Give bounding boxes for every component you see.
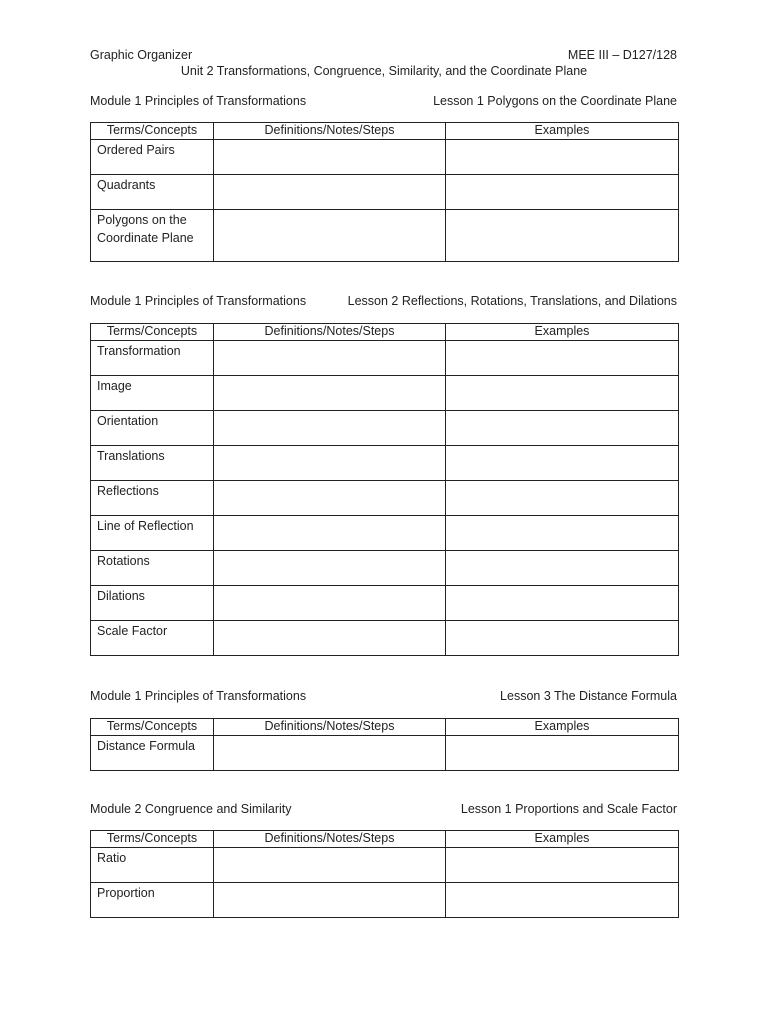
module-label: Module 1 Principles of Transformations — [90, 294, 307, 308]
column-header-examples: Examples — [446, 719, 679, 736]
term-cell: Scale Factor — [91, 621, 214, 656]
definition-cell[interactable] — [214, 210, 446, 262]
term-cell: Distance Formula — [91, 736, 214, 771]
table-row — [91, 736, 679, 771]
example-cell[interactable] — [446, 516, 679, 551]
column-header-terms: Terms/Concepts — [91, 831, 214, 848]
term-cell: Rotations — [91, 551, 214, 586]
definition-cell[interactable] — [214, 175, 446, 210]
example-cell[interactable] — [446, 481, 679, 516]
example-cell[interactable] — [446, 411, 679, 446]
example-cell[interactable] — [446, 848, 679, 883]
example-cell[interactable] — [446, 446, 679, 481]
column-header-definitions: Definitions/Notes/Steps — [214, 324, 446, 341]
definition-cell[interactable] — [214, 621, 446, 656]
table-header-row — [91, 123, 679, 140]
term-cell: Proportion — [91, 883, 214, 918]
example-cell[interactable] — [446, 376, 679, 411]
lesson-label: Lesson 3 The Distance Formula — [500, 689, 677, 703]
definition-cell[interactable] — [214, 140, 446, 175]
example-cell[interactable] — [446, 586, 679, 621]
course-code: MEE III – D127/128 — [567, 48, 677, 62]
table-row — [91, 883, 679, 918]
definition-cell[interactable] — [214, 341, 446, 376]
term-cell: Transformation — [91, 341, 214, 376]
table-row — [91, 411, 679, 446]
column-header-examples: Examples — [446, 123, 679, 140]
table-header-row — [91, 831, 679, 848]
example-cell[interactable] — [446, 621, 679, 656]
table-row — [91, 586, 679, 621]
term-cell: Ratio — [91, 848, 214, 883]
term-cell: Image — [91, 376, 214, 411]
term-cell: Ordered Pairs — [91, 140, 214, 175]
lesson-label: Lesson 1 Polygons on the Coordinate Plane — [433, 94, 677, 108]
term-cell: Translations — [91, 446, 214, 481]
definition-cell[interactable] — [214, 586, 446, 621]
lesson-label: Lesson 1 Proportions and Scale Factor — [460, 802, 677, 816]
document-title: Graphic Organizer — [90, 48, 193, 62]
column-header-terms: Terms/Concepts — [91, 324, 214, 341]
example-cell[interactable] — [446, 210, 679, 262]
column-header-definitions: Definitions/Notes/Steps — [214, 831, 446, 848]
example-cell[interactable] — [446, 883, 679, 918]
lesson-label: Lesson 2 Reflections, Rotations, Translations, and Dilations — [347, 294, 677, 308]
table-row — [91, 446, 679, 481]
table-row — [91, 341, 679, 376]
organizer-table-2 — [90, 323, 679, 656]
definition-cell[interactable] — [214, 481, 446, 516]
module-label: Module 1 Principles of Transformations — [90, 689, 307, 703]
example-cell[interactable] — [446, 551, 679, 586]
column-header-definitions: Definitions/Notes/Steps — [214, 719, 446, 736]
column-header-definitions: Definitions/Notes/Steps — [214, 123, 446, 140]
table-header-row — [91, 719, 679, 736]
table-row — [91, 175, 679, 210]
example-cell[interactable] — [446, 341, 679, 376]
definition-cell[interactable] — [214, 883, 446, 918]
definition-cell[interactable] — [214, 848, 446, 883]
table-row — [91, 516, 679, 551]
definition-cell[interactable] — [214, 446, 446, 481]
module-label: Module 2 Congruence and Similarity — [90, 802, 292, 816]
table-row — [91, 140, 679, 175]
table-row — [91, 481, 679, 516]
term-cell: Polygons on the Coordinate Plane — [91, 210, 214, 262]
table-header-row — [91, 324, 679, 341]
table-row — [91, 551, 679, 586]
definition-cell[interactable] — [214, 376, 446, 411]
example-cell[interactable] — [446, 175, 679, 210]
term-cell: Quadrants — [91, 175, 214, 210]
table-row — [91, 376, 679, 411]
column-header-terms: Terms/Concepts — [91, 123, 214, 140]
example-cell[interactable] — [446, 140, 679, 175]
definition-cell[interactable] — [214, 736, 446, 771]
term-cell: Line of Reflection — [91, 516, 214, 551]
unit-title: Unit 2 Transformations, Congruence, Similarity, and the Coordinate Plane — [180, 64, 588, 78]
definition-cell[interactable] — [214, 551, 446, 586]
organizer-table-1 — [90, 122, 679, 262]
table-row — [91, 210, 679, 262]
column-header-examples: Examples — [446, 324, 679, 341]
table-row — [91, 621, 679, 656]
module-label: Module 1 Principles of Transformations — [90, 94, 307, 108]
term-cell: Dilations — [91, 586, 214, 621]
column-header-terms: Terms/Concepts — [91, 719, 214, 736]
term-cell: Reflections — [91, 481, 214, 516]
term-cell: Orientation — [91, 411, 214, 446]
definition-cell[interactable] — [214, 411, 446, 446]
example-cell[interactable] — [446, 736, 679, 771]
organizer-table-4 — [90, 830, 679, 918]
definition-cell[interactable] — [214, 516, 446, 551]
organizer-table-3 — [90, 718, 679, 771]
column-header-examples: Examples — [446, 831, 679, 848]
table-row — [91, 848, 679, 883]
